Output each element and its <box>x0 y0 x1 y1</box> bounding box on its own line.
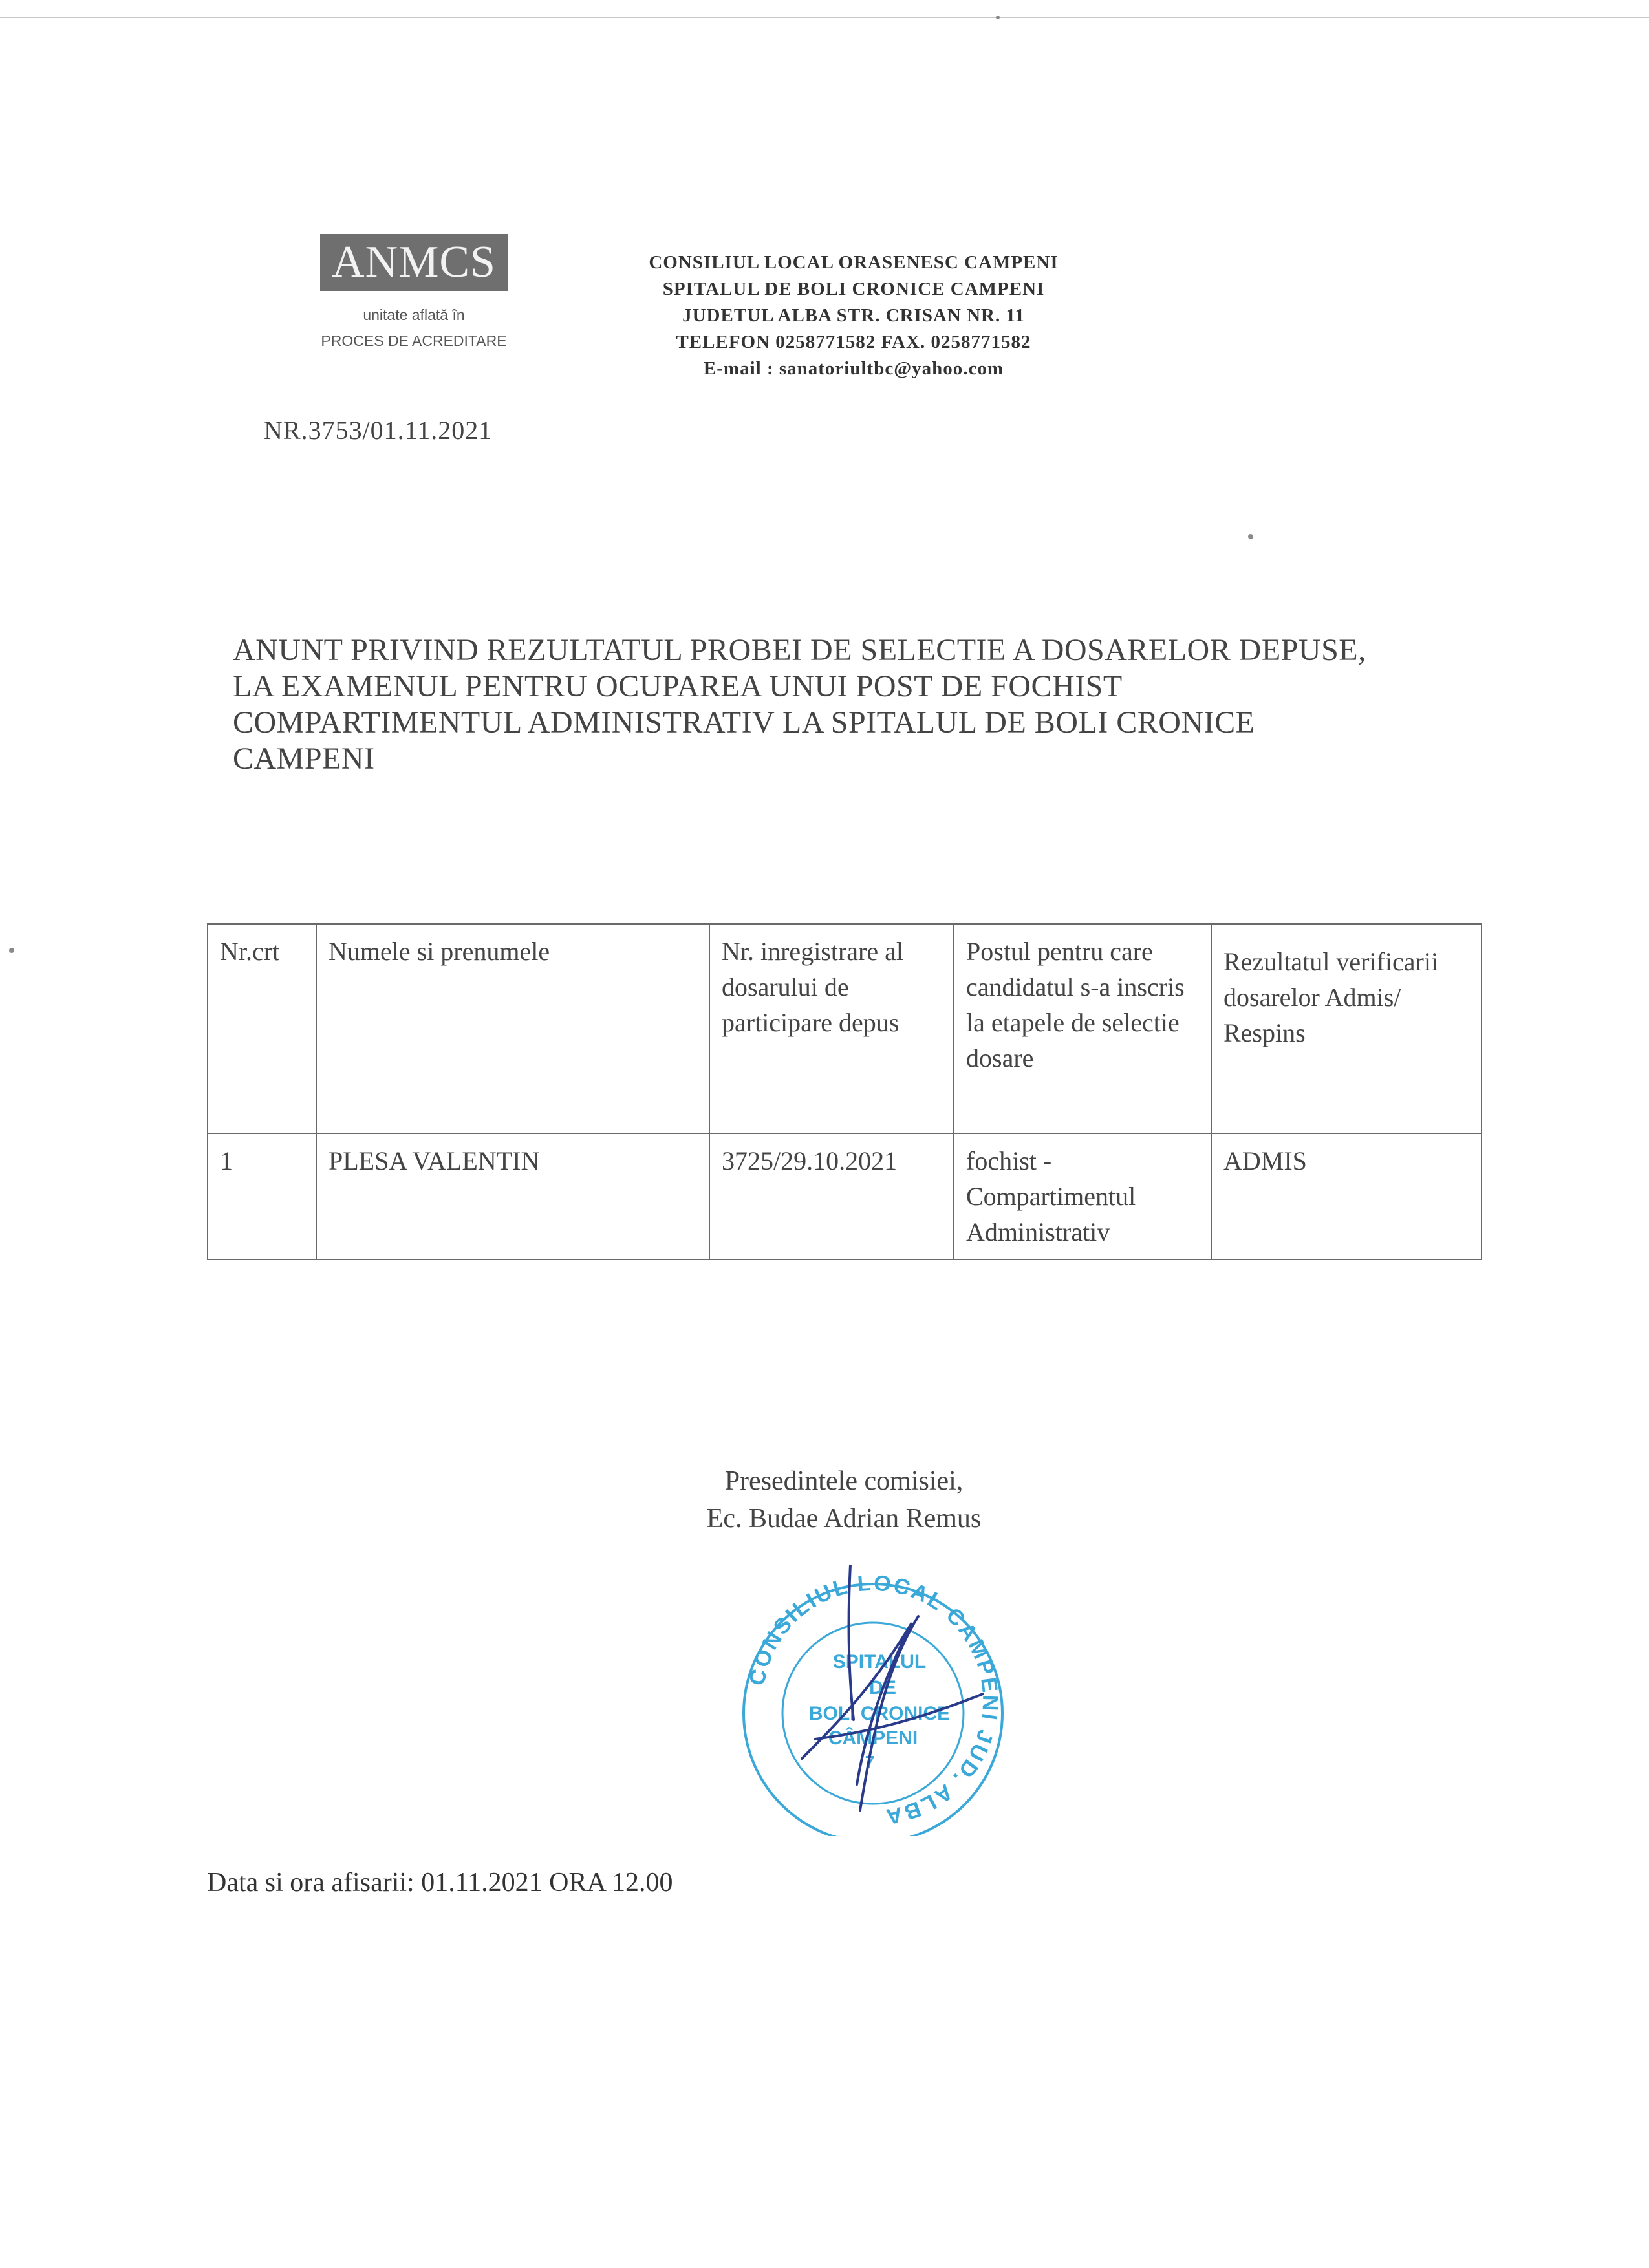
registration-number: NR.3753/01.11.2021 <box>264 416 493 445</box>
logo-text: ANMCS <box>332 237 496 287</box>
stamp-outer-text: CONSILIUL LOCAL CAMPENI JUD. ALBA <box>744 1570 1003 1830</box>
title-line: CAMPENI <box>233 742 375 776</box>
title-line: LA EXAMENUL PENTRU OCUPAREA UNUI POST DE FOCHIST <box>233 669 1123 703</box>
posting-date-time: Data si ora afisarii: 01.11.2021 ORA 12.00 <box>207 1868 673 1898</box>
stamp-inner-text: BOLI CRONICE <box>808 1703 951 1724</box>
header-line: JUDETUL ALBA STR. CRISAN NR. 11 <box>682 305 1025 326</box>
anmcs-logo <box>320 234 508 291</box>
official-stamp <box>724 1565 1022 1836</box>
cell-post: fochist - Compartimentul Administrativ <box>954 1133 1211 1259</box>
results-table <box>207 923 1482 1260</box>
cell-name: PLESA VALENTIN <box>316 1133 709 1259</box>
column-header: Nr. inregistrare al dosarului de participare depus <box>709 924 954 1133</box>
scan-speck <box>996 16 1000 19</box>
column-header: Postul pentru care candidatul s-a inscris la etapele de selectie dosare <box>954 924 1211 1133</box>
header-line: TELEFON 0258771582 FAX. 0258771582 <box>676 332 1031 352</box>
column-header: Rezultatul verificarii dosarelor Admis/ Respins <box>1211 924 1482 1133</box>
scan-speck <box>9 948 14 953</box>
logo-subtitle-line1: unitate aflată în <box>363 306 465 323</box>
signature-role: Presedintele comisiei, <box>724 1466 964 1496</box>
header-line: CONSILIUL LOCAL ORASENESC CAMPENI <box>649 252 1059 273</box>
scan-top-border <box>0 17 1649 18</box>
cell-registration: 3725/29.10.2021 <box>709 1133 954 1259</box>
table-header-row <box>208 924 1482 1133</box>
announcement-title <box>233 632 1461 777</box>
logo-subtitle-line2: PROCES DE ACREDITARE <box>321 332 507 349</box>
title-line: COMPARTIMENTUL ADMINISTRATIV LA SPITALUL DE BOLI CRONICE <box>233 705 1255 740</box>
scan-speck <box>1248 534 1253 539</box>
signature-name: Ec. Budae Adrian Remus <box>706 1504 982 1534</box>
column-header: Nr.crt <box>208 924 316 1133</box>
stamp-inner-text: SPITALUL <box>832 1651 927 1673</box>
header-email: E-mail : sanatoriultbc@yahoo.com <box>703 358 1004 379</box>
institution-header <box>563 250 1145 382</box>
column-header: Numele si prenumele <box>316 924 709 1133</box>
cell-result: ADMIS <box>1211 1133 1482 1259</box>
cell-nr: 1 <box>208 1133 316 1259</box>
signature-block <box>634 1462 1054 1537</box>
title-line: ANUNT PRIVIND REZULTATUL PROBEI DE SELECTIE A DOSARELOR DEPUSE, <box>233 633 1366 667</box>
header-line: SPITALUL DE BOLI CRONICE CAMPENI <box>662 279 1045 299</box>
stamp-inner-text: 7 <box>865 1752 875 1771</box>
table-row <box>208 1133 1482 1259</box>
stamp-inner-text: CÂMPENI <box>828 1728 918 1749</box>
stamp-inner-text: DE <box>869 1677 896 1698</box>
